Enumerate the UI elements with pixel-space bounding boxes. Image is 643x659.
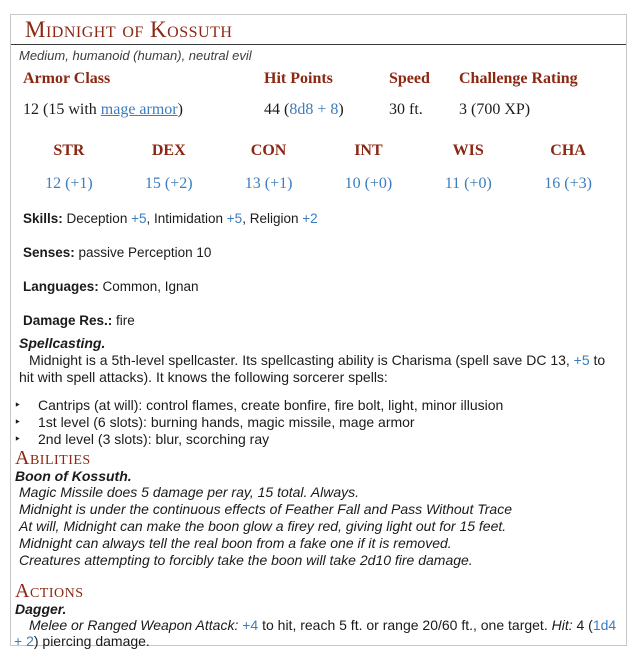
armor-class-label: Armor Class xyxy=(23,70,111,87)
cha-label: CHA xyxy=(550,142,586,159)
mage-armor-link[interactable]: mage armor xyxy=(100,101,178,118)
languages-value: Common, Ignan xyxy=(98,279,199,294)
trait-boon-name: Boon of Kossuth. xyxy=(15,468,132,484)
languages-row xyxy=(19,279,618,295)
creature-type-line: Medium, humanoid (human), neutral evil xyxy=(19,48,252,63)
bullet-icon: ‣ xyxy=(14,432,22,446)
title-divider xyxy=(11,44,626,45)
skill-intimidation: , Intimidation xyxy=(146,211,227,226)
stat-block xyxy=(10,14,627,649)
bullet-icon: ‣ xyxy=(14,415,22,429)
hit-points-value xyxy=(264,100,389,119)
skill-deception-bonus: +5 xyxy=(131,211,147,226)
damage-resistances-value: fire xyxy=(112,313,135,328)
senses-value: passive Perception 10 xyxy=(74,245,212,260)
actions-heading: Actions xyxy=(15,580,84,602)
speed-label: Speed xyxy=(389,70,430,87)
damage-type-text: ) piercing damage. xyxy=(33,633,150,649)
boon-line-3: At will, Midnight can make the boon glow a firey red, giving light out for 15 feet. xyxy=(19,518,507,534)
hit-points-label: Hit Points xyxy=(264,70,333,87)
hit-points-text-end: ) xyxy=(338,101,344,118)
hit-dice-value: 8d8 + 8 xyxy=(289,101,339,118)
str-value: 12 (+1) xyxy=(45,175,93,192)
ability-scores-table xyxy=(19,141,618,193)
attack-bonus: +4 xyxy=(242,617,259,633)
damage-dice: 1d4 + 2 xyxy=(14,617,617,649)
str-label: STR xyxy=(53,142,85,159)
hit-average-text: 4 ( xyxy=(572,617,593,633)
skill-deception: Deception xyxy=(62,211,132,226)
boon-line-2: Midnight is under the continuous effects of Feather Fall and Pass Without Trace xyxy=(19,501,512,517)
boon-line-5: Creatures attempting to forcibly take the boon will take 2d10 fire damage. xyxy=(19,552,473,568)
armor-class-value xyxy=(23,100,264,119)
spell-list xyxy=(14,397,618,448)
damage-resistances-label: Damage Res.: xyxy=(23,313,113,328)
skill-intimidation-bonus: +5 xyxy=(226,211,243,226)
armor-class-text-end: ) xyxy=(177,101,183,118)
speed-value: 30 ft. xyxy=(389,101,423,118)
abilities-heading: Abilities xyxy=(15,447,91,469)
skill-religion: , Religion xyxy=(242,211,303,226)
spell-row-level1 xyxy=(14,414,618,431)
damage-resistances-row xyxy=(19,313,618,329)
armor-class-text: 12 (15 with xyxy=(23,101,101,118)
challenge-rating-value: 3 (700 XP) xyxy=(459,101,531,118)
con-label: CON xyxy=(250,142,287,159)
actions-section xyxy=(14,580,618,649)
wis-value: 11 (+0) xyxy=(444,175,492,192)
spell-attack-bonus: +5 xyxy=(573,352,590,368)
spell-row-cantrips-text: Cantrips (at will): control flames, create bonfire, fire bolt, light, minor illusion xyxy=(38,397,504,413)
attack-range-text: to hit, reach 5 ft. or range 20/60 ft., one target. xyxy=(258,617,552,633)
spellcasting-description xyxy=(19,352,618,386)
skills-label: Skills: xyxy=(23,211,63,226)
dex-value: 15 (+2) xyxy=(144,175,193,192)
dex-label: DEX xyxy=(151,142,186,159)
spell-row-cantrips xyxy=(14,397,618,414)
languages-label: Languages: xyxy=(23,279,99,294)
int-value: 10 (+0) xyxy=(344,175,393,192)
spellcasting-title: Spellcasting. xyxy=(19,335,106,351)
cha-value: 16 (+3) xyxy=(544,175,592,192)
creature-name: Midnight of Kossuth xyxy=(25,17,233,42)
challenge-rating-label: Challenge Rating xyxy=(459,70,578,87)
spell-row-level1-text: 1st level (6 slots): burning hands, magic missile, mage armor xyxy=(38,414,415,430)
senses-label: Senses: xyxy=(23,245,75,260)
wis-label: WIS xyxy=(452,142,484,159)
spellcasting-text-end: to hit with spell attacks). It knows the following sorcerer spells: xyxy=(19,352,606,385)
attack-dagger-name: Dagger. xyxy=(15,601,67,617)
int-label: INT xyxy=(354,142,383,159)
bullet-icon: ‣ xyxy=(14,398,22,412)
core-stats-table xyxy=(19,69,618,119)
senses-row xyxy=(19,245,618,261)
spell-row-level2 xyxy=(14,431,618,448)
boon-line-4: Midnight can always tell the real boon from a fake one if it is removed. xyxy=(19,535,452,551)
spellcasting-text: Midnight is a 5th-level spellcaster. Its spellcasting ability is Charisma (spell save DC 13, xyxy=(29,352,574,368)
spell-row-level2-text: 2nd level (3 slots): blur, scorching ray xyxy=(38,431,270,447)
hit-label: Hit: xyxy=(551,617,573,633)
attack-type-text: Melee or Ranged Weapon Attack: xyxy=(29,617,239,633)
attack-description xyxy=(14,617,618,649)
boon-line-1: Magic Missile does 5 damage per ray, 15 total. Always. xyxy=(19,484,360,500)
skill-religion-bonus: +2 xyxy=(302,211,318,226)
skills-row xyxy=(19,211,618,227)
hit-points-text: 44 ( xyxy=(264,101,290,118)
con-value: 13 (+1) xyxy=(244,175,293,192)
